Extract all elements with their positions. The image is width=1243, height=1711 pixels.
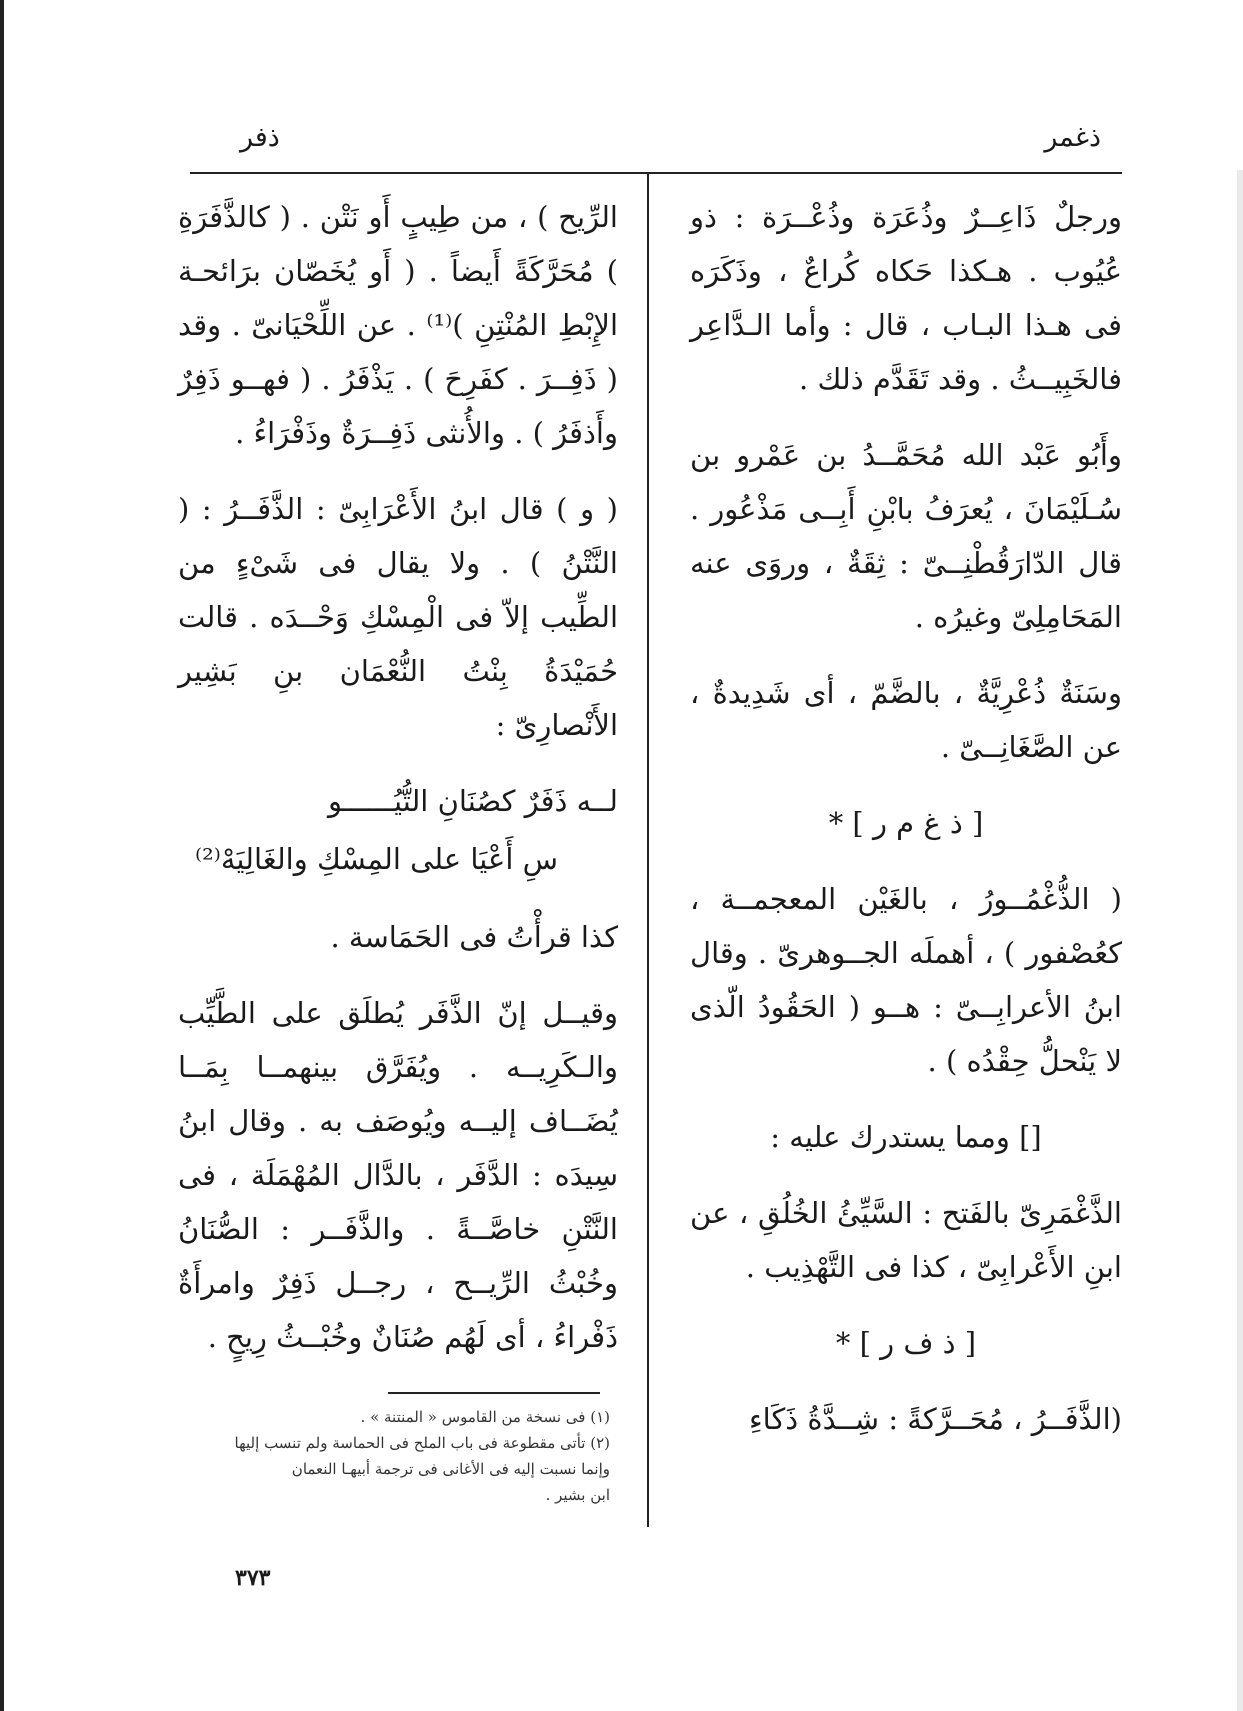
page-edge-right (1237, 170, 1243, 1711)
entry-paragraph: وسَنَةٌ ذُعْرِيَّةٌ ، بالضَّمّ ، أى شَدِيدةٌ ، عن الصَّغَانِــىّ . (690, 676, 1122, 764)
addendum-heading: [] ومما يستدرك عليه : (770, 1120, 1042, 1154)
column-separator (647, 172, 649, 1527)
root-heading: [ ذ غ م ر ] * (828, 806, 984, 840)
entry-paragraph: ( الذُّغْمُــورُ ، بالغَيْن المعجمــة ، كعُصْفور ) ، أهملَه الجــوهرىّ . وقال ابنُ الأعرابِــىّ : هــو ( الحَقُودُ الّذى لا يَنْحلُّ حِقْدُه ) . (690, 882, 1122, 1078)
entry-paragraph: (الذَّفَــرُ ، مُحَــرَّكةً : شِــدَّةُ ذَكَاءِ (748, 1402, 1122, 1436)
entry-paragraph: ( و ) قال ابنُ الأَعْرَابِىّ : الذَّفَــرُ : ( النَّتْنُ ) . ولا يقال فى شَىْءٍ من الطِّيب إلاّ فى الْمِسْكِ وَحْــدَه . قالت حُمَيْدَةُ بِنْتُ النُّعْمَان بنِ بَشِير الأَنْصارِىّ : (178, 492, 618, 742)
right-column (690, 190, 1122, 1468)
footnotes (190, 1404, 610, 1508)
verse-hemistich-2: سِ أَعْيَا على المِسْكِ والغَالِيَهْ⁽²⁾ (194, 842, 558, 876)
entry-paragraph: وأَبُو عَبْد الله مُحَمَّــدُ بن عَمْرو بن سُـلَيْمَانَ ، يُعرَفُ بابْنِ أَبِــى مَذْعُور . قال الدّارَقُطْنِــىّ : ثِقَةٌ ، وروَى عنه المَحَامِلِىّ وغيرُه . (690, 438, 1122, 634)
entry-paragraph: ورجلٌ ذَاعِــرٌ وذُعَرَة وذُعْــرَة : ذو عُيُوب . هـكذا حَكاه كُراعٌ ، وذَكَرَه فى هـذا البـاب ، قال : وأما الـدَّاعِر فالخَبِيــثُ . وقد تَقَدَّم ذلك . (690, 200, 1122, 396)
footnote-line: (١) فى نسخة من القاموس « المنتنة » . (360, 1408, 610, 1426)
entry-paragraph: كذا قرأْتُ فى الحَمَاسة . (330, 920, 618, 954)
running-head-left: ذفر (240, 122, 280, 153)
entry-paragraph: الرِّيح ) ، من طِيبٍ أَو نَتْن . ( كالذَّفَرَةِ ) مُحَرَّكَةً أَيضاً . ( أَو يُخَصّان برَائحـة الإِبْطِ المُنْتِنِ )⁽¹⁾ . عن اللِّحْيَانىّ . وقد ( ذَفِــرَ . كفَرِحَ ) . يَذْفَرُ . ( فهــو ذَفِرٌ وأَذفَرُ ) . والأُنثى ذَفِــرَةٌ وذَفْرَاءُ . (178, 200, 618, 450)
page-edge-left (0, 0, 4, 1711)
footnote-rule (388, 1392, 600, 1394)
entry-paragraph: وقيــل إنّ الذَّفَر يُطلَق على الطَّيِّب والـكَرِيــه . ويُفَرَّق بينهمــا بِمَــا يُضَــاف إليــه ويُوصَف به . وقال ابنُ سِيدَه : الدَّفَر ، بالدَّال المُهْمَلَة ، فى النَّتْنِ خاصَّــةً . والذَّفَــر : الصُّنَانُ وخُبْثُ الرِّيــح ، رجــل ذَفِرٌ وامرأَةٌ ذَفْراءُ ، أى لَهُم صُنَانٌ وخُبْــثُ رِيحٍ . (178, 996, 618, 1354)
running-head-right: ذغمر (1044, 122, 1101, 153)
page-number: ٣٧٣ (235, 1565, 271, 1591)
root-heading: [ ذ ف ر ] * (835, 1326, 977, 1360)
verse-hemistich-1: لــه ذَفَرٌ كصُنَانِ التُّيُــــــو (328, 784, 618, 818)
header-rule (190, 172, 1122, 174)
footnote-line: ابن بشير . (545, 1486, 610, 1504)
left-column (178, 190, 618, 1386)
footnote-line: وإنما نسبت إليه فى الأغانى فى ترجمة أبيهـا النعمان (291, 1460, 610, 1478)
entry-paragraph: الذَّغْمَرِىّ بالفَتح : السَّيِّئُ الخُلُقِ ، عن ابنِ الأَعْرابِىّ ، كذا فى التَّهْذِيب . (690, 1196, 1122, 1284)
footnote-line: (٢) تأتى مقطوعة فى باب الملح فى الحماسة ولم تنسب إليها (234, 1434, 610, 1452)
